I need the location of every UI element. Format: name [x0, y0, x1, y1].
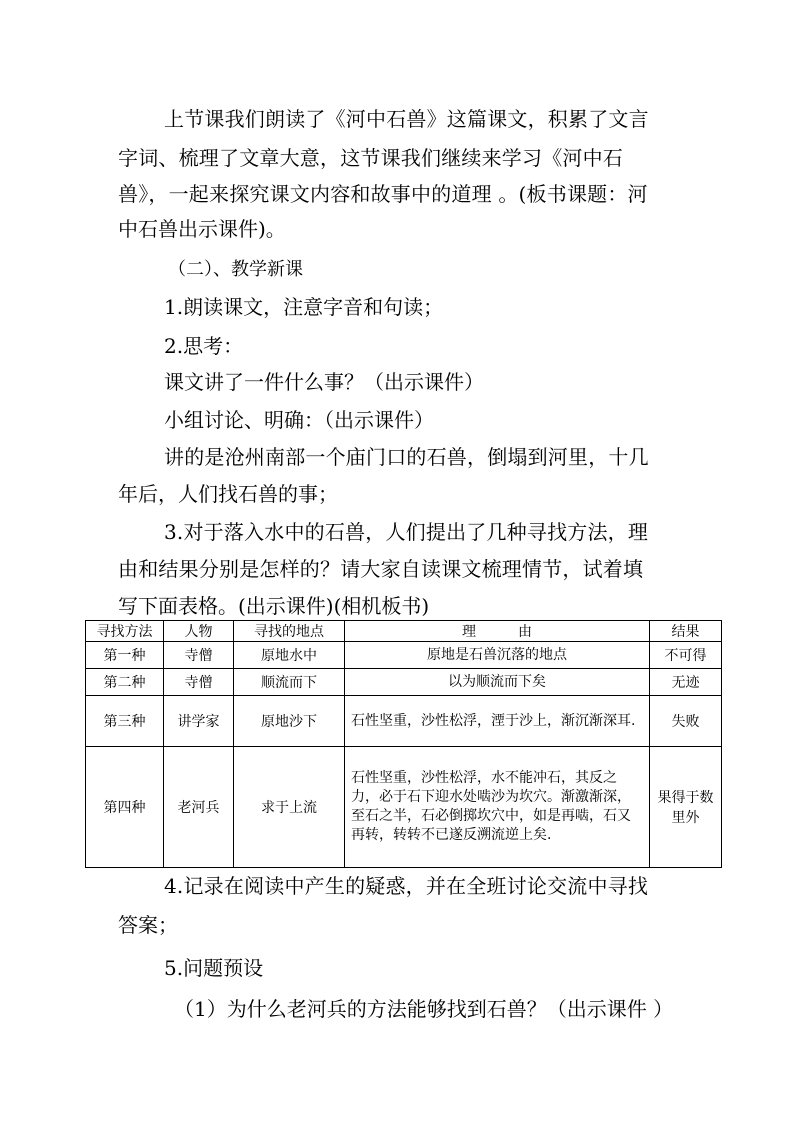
cell-method: 第一种 — [86, 642, 164, 669]
cell-result: 无迹 — [650, 669, 722, 696]
cell-place: 求于上流 — [234, 747, 345, 868]
cell-person: 寺僧 — [164, 642, 234, 669]
cell-method: 第三种 — [86, 696, 164, 747]
cell-person: 讲学家 — [164, 696, 234, 747]
list-item-continued: 由和结果分别是怎样的？请大家自读课文梳理情节，试着填 — [118, 557, 644, 581]
cell-method: 第二种 — [86, 669, 164, 696]
header-person: 人物 — [164, 621, 234, 642]
paragraph-line: 字词、梳理了文章大意，这节课我们继续来学习《河中石 — [118, 146, 623, 170]
table-row — [86, 669, 722, 696]
cell-person: 老河兵 — [164, 747, 234, 868]
cell-person: 寺僧 — [164, 669, 234, 696]
list-item: 5.问题预设 — [164, 956, 264, 980]
sub-question: （1）为什么老河兵的方法能够找到石兽？（出示课件 ） — [174, 997, 674, 1021]
list-item: 1.朗读课文，注意字音和句读； — [164, 295, 444, 319]
cell-reason: 石性坚重，沙性松浮，水不能冲石，其反之力，必于石下迎水处啮沙为坎穴。渐激渐深，至石之半，石必倒掷坎穴中，如是再啮，石又再转，转转不已遂反溯流逆上矣. — [345, 747, 650, 868]
table-row — [86, 747, 722, 868]
paragraph-line: 兽》，一起来探究课文内容和故事中的道理 。(板书课题：河 — [118, 182, 648, 206]
discussion-text: 小组讨论、明确：（出示课件） — [164, 408, 434, 432]
cell-place: 顺流而下 — [234, 669, 345, 696]
paragraph-line: 中石兽出示课件)。 — [118, 217, 286, 241]
list-item: 2.思考： — [164, 334, 244, 358]
header-method: 寻找方法 — [86, 621, 164, 642]
answer-line: 年后，人们找石兽的事； — [118, 482, 338, 506]
table-header-row — [86, 621, 722, 642]
header-place: 寻找的地点 — [234, 621, 345, 642]
list-item-continued: 写下面表格。(出示课件)(相机板书) — [118, 594, 430, 618]
header-result: 结果 — [650, 621, 722, 642]
cell-place: 原地沙下 — [234, 696, 345, 747]
cell-result: 果得于数里外 — [650, 747, 722, 868]
section-heading: （二）、教学新课 — [168, 259, 303, 280]
cell-reason: 以为顺流而下矣 — [345, 669, 650, 696]
cell-place: 原地水中 — [234, 642, 345, 669]
table-row — [86, 642, 722, 669]
table-row — [86, 696, 722, 747]
header-reason: 理 由 — [345, 621, 650, 642]
cell-reason: 石性坚重，沙性松浮，湮于沙上，渐沉渐深耳. — [345, 696, 650, 747]
cell-result: 失败 — [650, 696, 722, 747]
list-item-continued: 答案； — [118, 913, 178, 937]
question-text: 课文讲了一件什么事？（出示课件） — [164, 370, 484, 394]
search-methods-table — [85, 620, 722, 868]
paragraph-line: 上节课我们朗读了《河中石兽》这篇课文，积累了文言 — [164, 107, 649, 131]
cell-result: 不可得 — [650, 642, 722, 669]
list-item: 4.记录在阅读中产生的疑惑，并在全班讨论交流中寻找 — [164, 874, 649, 898]
cell-reason: 原地是石兽沉落的地点 — [345, 642, 650, 669]
cell-method: 第四种 — [86, 747, 164, 868]
list-item: 3.对于落入水中的石兽，人们提出了几种寻找方法，理 — [164, 520, 649, 544]
answer-line: 讲的是沧州南部一个庙门口的石兽，倒塌到河里，十几 — [164, 445, 649, 469]
